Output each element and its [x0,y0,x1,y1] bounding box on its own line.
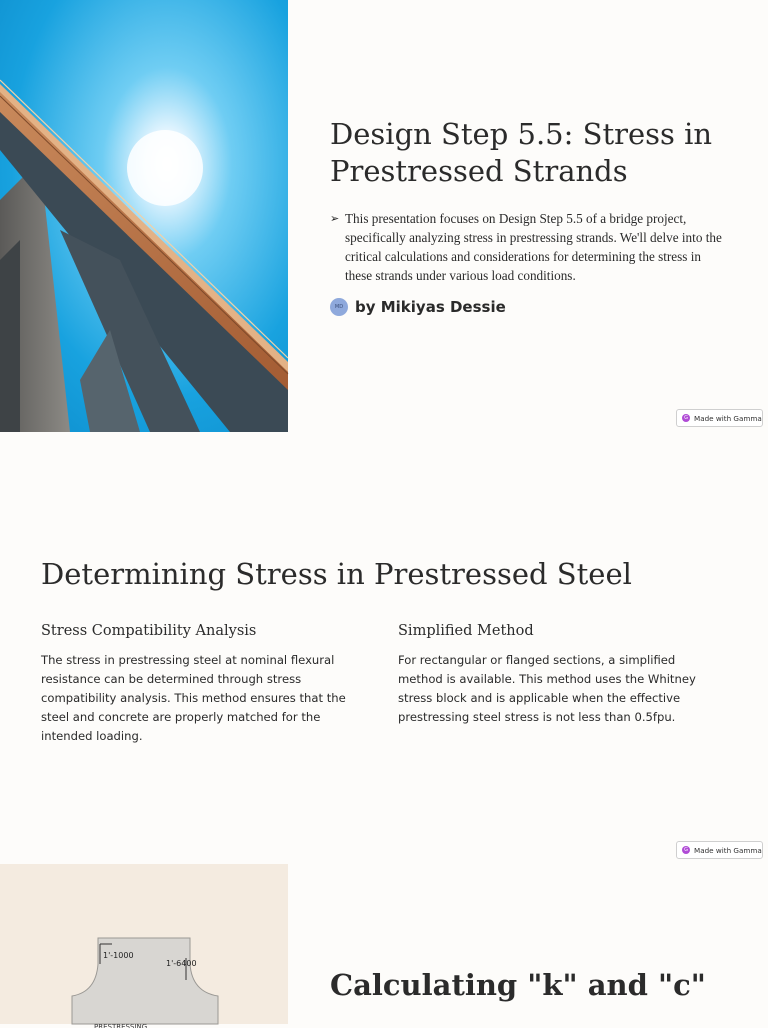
column-simplified-method [398,623,713,727]
slide-stress-methods [0,432,768,864]
made-with-gamma-badge[interactable] [676,409,763,427]
gamma-logo-icon: G [682,414,690,422]
author-name: by Mikiyas Dessie [355,298,506,316]
author-line [330,298,506,316]
dimension-label: 1'-6400 [166,959,197,968]
made-with-gamma-badge[interactable] [676,841,763,859]
avatar: MD [330,298,348,316]
column-text: For rectangular or flanged sections, a simplified method is available. This method uses the Whitney stress block and is applicable when the effective prestressing steel stress is not less than 0.5fpu. [398,653,696,724]
slide-title [0,0,768,432]
badge-label: Made with Gamma [694,845,762,855]
slide-title-heading: Design Step 5.5: Stress in Prestressed Strands [330,117,713,188]
column-heading: Simplified Method [398,623,534,639]
intro-bullet [330,209,730,285]
slide-heading: Calculating "k" and "c" [330,968,706,1002]
bridge-photo [0,0,288,432]
dimension-label: 1'-1000 [103,951,134,960]
gamma-logo-icon: G [682,846,690,854]
intro-text: This presentation focuses on Design Step 5.5 of a bridge project, specifically analyzing stress in prestressing strands. We'll delve into the critical calculations and considerations for determining the stress in these strands under various load conditions. [345,211,722,283]
column-heading: Stress Compatibility Analysis [41,623,257,639]
badge-label: Made with Gamma [694,413,762,423]
section-diagram [0,864,288,1028]
slide-calculating-k-c [0,864,768,1028]
column-text: The stress in prestressing steel at nominal flexural resistance can be determined through stress compatibility analysis. This method ensures that the steel and concrete are properly matched for the intended loading. [41,653,346,743]
arrow-bullet-icon: ➢ [330,212,340,225]
slide-heading: Determining Stress in Prestressed Steel [41,557,632,591]
column-stress-compatibility [41,623,356,746]
diagram-label: PRESTRESSING [94,1023,148,1028]
